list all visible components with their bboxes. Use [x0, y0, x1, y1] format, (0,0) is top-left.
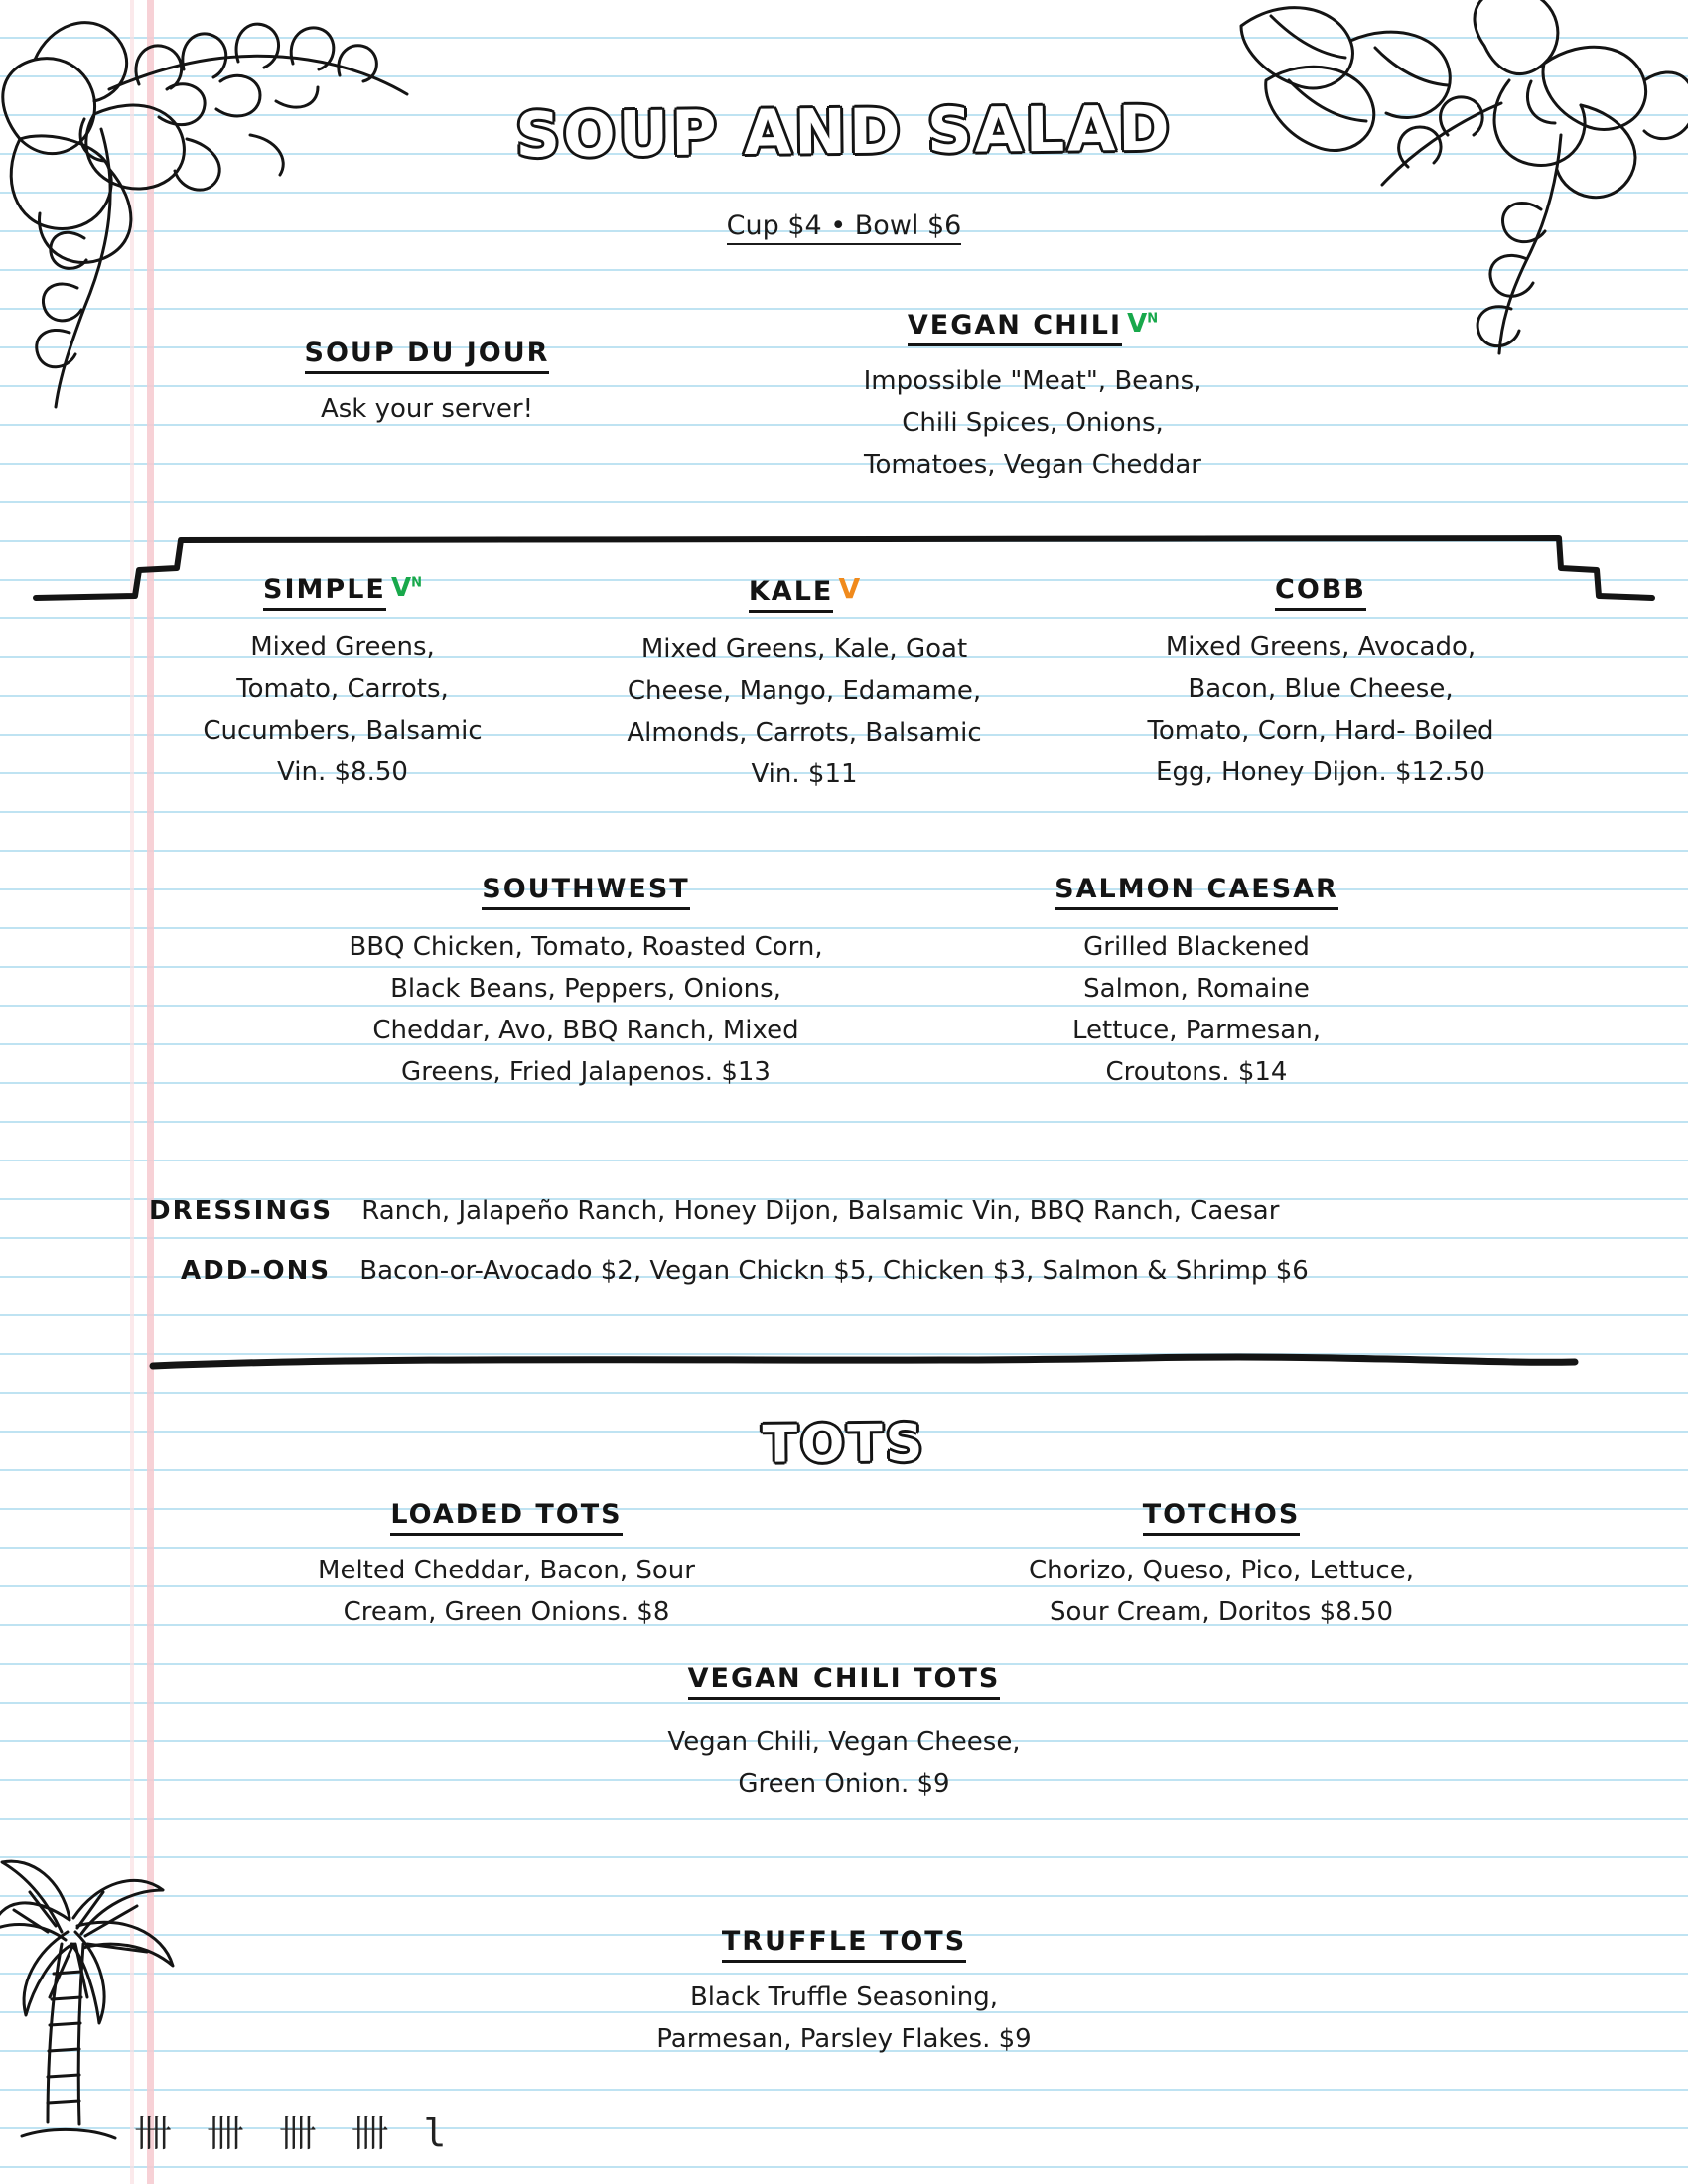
menu-item-salmon-caesar-salad: [978, 874, 1415, 1093]
addons-label: ADD-ONS: [181, 1256, 332, 1286]
cobb-salad-line-4: Egg, Honey Dijon. $12.50: [1156, 757, 1485, 787]
addons-row: [181, 1256, 1650, 1286]
vegan-badge-icon: $V^N$: [1127, 309, 1159, 339]
simple-salad-line-3: Cucumbers, Balsamic: [203, 716, 483, 746]
loaded-tots-line-2: Cream, Green Onions. $8: [343, 1597, 670, 1627]
cobb-salad-line-3: Tomato, Corn, Hard- Boiled: [1147, 716, 1494, 746]
vegan-chili-tots-line-2: Green Onion. $9: [738, 1769, 950, 1799]
menu-item-simple-salad: [144, 574, 541, 793]
kale-salad-line-4: Vin. $11: [751, 759, 858, 789]
totchos-line-2: Sour Cream, Doritos $8.50: [1049, 1597, 1394, 1627]
simple-salad-heading: SIMPLE: [263, 574, 386, 611]
salmon-caesar-line-1: Grilled Blackened: [1083, 932, 1310, 962]
soup-du-jour-heading: SOUP DU JOUR: [305, 338, 550, 374]
loaded-tots-line-1: Melted Cheddar, Bacon, Sour: [318, 1556, 695, 1585]
cobb-salad-heading: COBB: [1275, 574, 1366, 611]
totchos-line-1: Chorizo, Queso, Pico, Lettuce,: [1029, 1556, 1414, 1585]
southwest-salad-line-1: BBQ Chicken, Tomato, Roasted Corn,: [349, 932, 823, 962]
totchos-heading: TOTCHOS: [1143, 1499, 1301, 1536]
southwest-salad-line-4: Greens, Fried Jalapenos. $13: [401, 1057, 771, 1087]
salmon-caesar-heading: SALMON CAESAR: [1055, 874, 1338, 910]
loaded-tots-heading: LOADED TOTS: [390, 1499, 622, 1536]
menu-item-loaded-tots: [199, 1499, 814, 1633]
soup-du-jour-description: Ask your server!: [320, 394, 534, 424]
menu-item-totchos: [914, 1499, 1529, 1633]
salmon-caesar-line-3: Lettuce, Parmesan,: [1072, 1016, 1321, 1045]
menu-item-southwest-salad: [238, 874, 933, 1093]
page-title: SOUP AND SALAD: [515, 91, 1173, 172]
addons-value: Bacon-or-Avocado $2, Vegan Chickn $5, Chicken $3, Salmon & Shrimp $6: [359, 1256, 1309, 1286]
simple-salad-line-2: Tomato, Carrots,: [236, 674, 449, 704]
menu-item-kale-salad: [556, 574, 1053, 795]
southwest-salad-heading: SOUTHWEST: [482, 874, 689, 910]
salmon-caesar-line-4: Croutons. $14: [1105, 1057, 1288, 1087]
dressings-label: DRESSINGS: [149, 1196, 334, 1226]
vegan-chili-line-3: Tomatoes, Vegan Cheddar: [863, 450, 1201, 479]
menu-item-soup-du-jour: [179, 338, 675, 430]
tots-section-title: TOTS: [762, 1414, 926, 1475]
cup-price: Cup $4: [726, 210, 831, 241]
kale-salad-line-3: Almonds, Carrots, Balsamic: [627, 718, 982, 748]
cobb-salad-line-1: Mixed Greens, Avocado,: [1165, 632, 1477, 662]
truffle-tots-heading: TRUFFLE TOTS: [722, 1926, 966, 1963]
menu-item-vegan-chili-tots: [546, 1663, 1142, 1805]
vegan-chili-tots-heading: VEGAN CHILI TOTS: [688, 1663, 1001, 1700]
kale-salad-line-2: Cheese, Mango, Edamame,: [627, 676, 982, 706]
kale-salad-heading: KALE: [749, 576, 833, 613]
bowl-price: Bowl $6: [846, 210, 962, 241]
dressings-row: [149, 1196, 1618, 1226]
cup-bowl-pricing: [0, 210, 1688, 241]
simple-salad-line-1: Mixed Greens,: [250, 632, 435, 662]
cobb-salad-line-2: Bacon, Blue Cheese,: [1188, 674, 1454, 704]
menu-item-vegan-chili: [755, 310, 1311, 485]
vegan-chili-line-2: Chili Spices, Onions,: [902, 408, 1164, 438]
vegetarian-badge-icon: V: [838, 572, 861, 605]
salmon-caesar-line-2: Salmon, Romaine: [1083, 974, 1310, 1004]
dressings-value: Ranch, Jalapeño Ranch, Honey Dijon, Balsamic Vin, BBQ Ranch, Caesar: [361, 1196, 1280, 1226]
tally-marks-doodle: 卌 卌 卌 卌 l: [134, 2112, 453, 2155]
price-separator: •: [830, 210, 847, 241]
menu-item-truffle-tots: [566, 1926, 1122, 2060]
simple-salad-line-4: Vin. $8.50: [277, 757, 408, 787]
vegan-chili-tots-line-1: Vegan Chili, Vegan Cheese,: [667, 1727, 1021, 1757]
truffle-tots-line-2: Parmesan, Parsley Flakes. $9: [656, 2024, 1032, 2054]
southwest-salad-line-3: Cheddar, Avo, BBQ Ranch, Mixed: [372, 1016, 799, 1045]
truffle-tots-line-1: Black Truffle Seasoning,: [689, 1982, 999, 2012]
southwest-salad-line-2: Black Beans, Peppers, Onions,: [390, 974, 781, 1004]
menu-item-cobb-salad: [1072, 574, 1569, 793]
vegan-chili-line-1: Impossible "Meat", Beans,: [863, 366, 1202, 396]
kale-salad-line-1: Mixed Greens, Kale, Goat: [640, 634, 968, 664]
vegan-badge-icon: $V^N$: [390, 573, 422, 603]
vegan-chili-heading: VEGAN CHILI: [908, 310, 1122, 346]
